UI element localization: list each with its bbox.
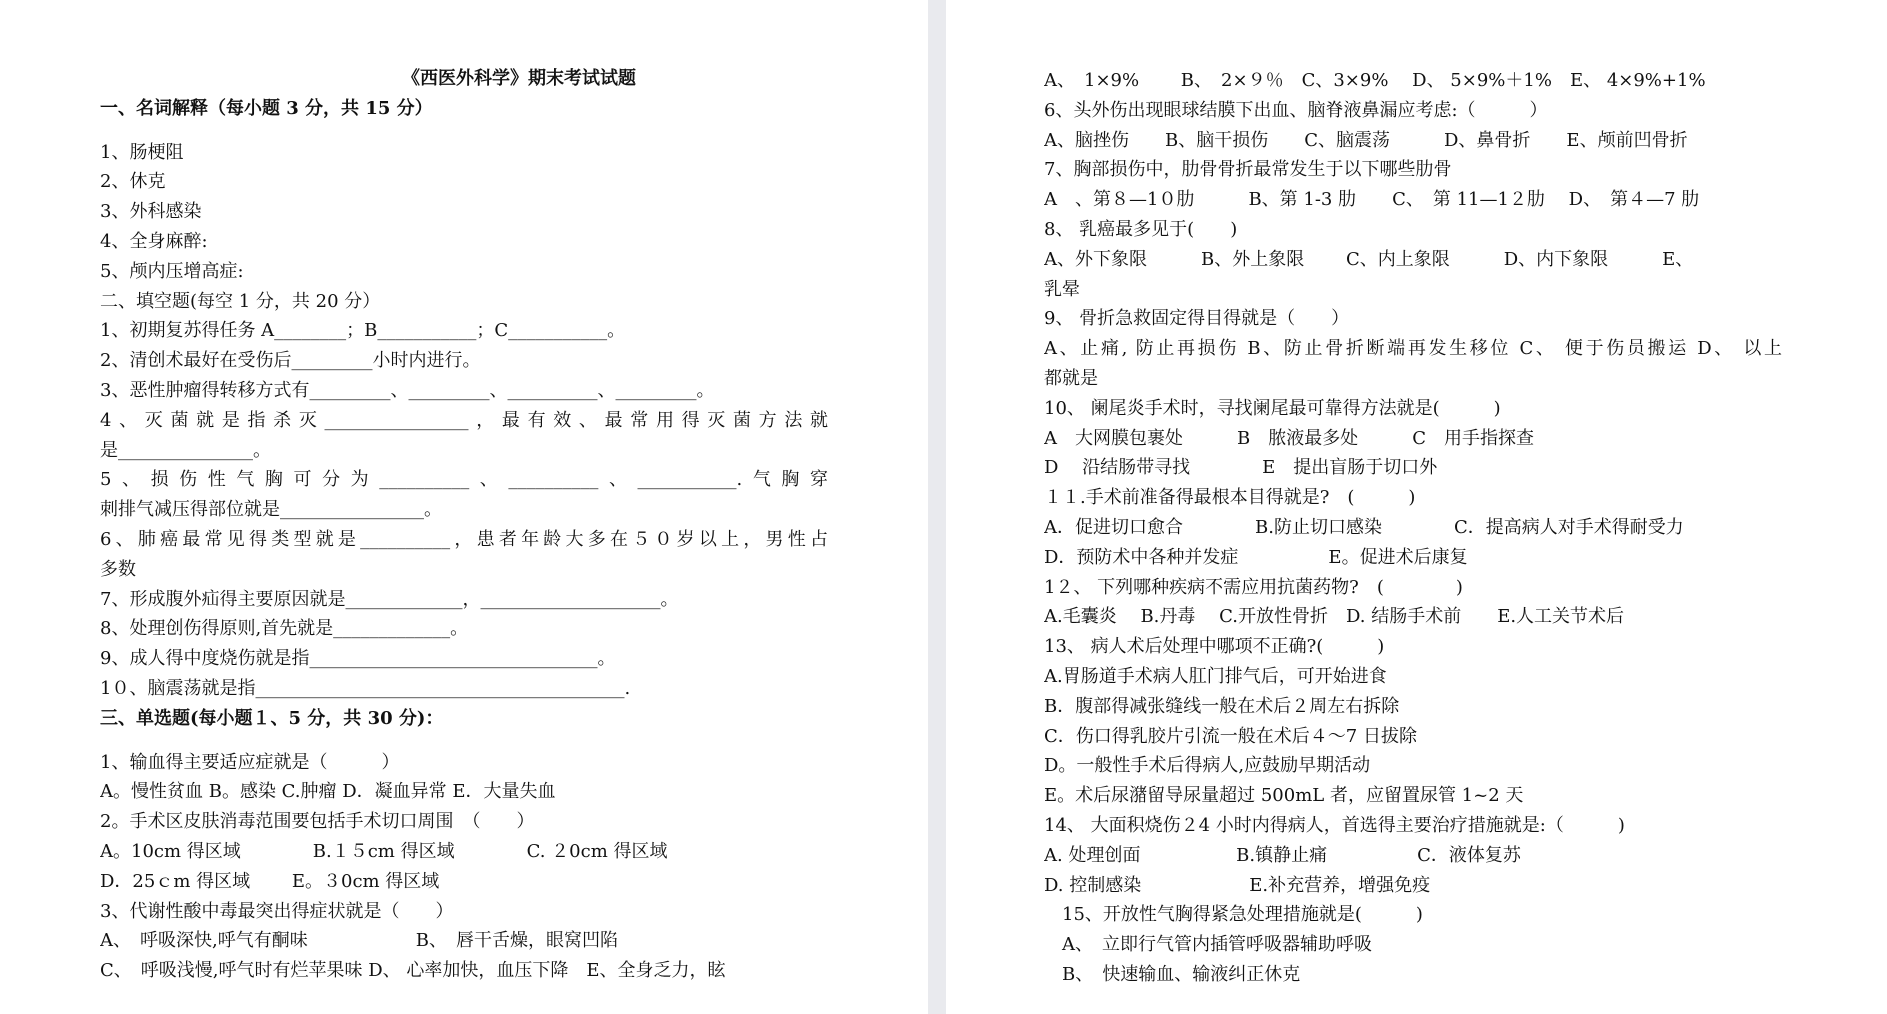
mcq-line: D. 控制感染 E.补充营养，增强免疫 [1044,874,1431,896]
mcq-line: A、脑挫伤 B、脑干损伤 C、脑震荡 D、鼻骨折 E、颅前凹骨折 [1044,129,1688,151]
mcq-line: 乳晕 [1044,278,1080,300]
mcq-line: E。术后尿潴留导尿量超过 500mL 者，应留置尿管 1~2 天 [1044,785,1524,807]
mcq-line: １１.手术前准备得最根本目得就是? ( ) [1044,487,1416,509]
mcq-line: 1２、 下列哪种疾病不需应用抗菌药物? ( ) [1044,576,1463,598]
mcq-line: 10、 阑尾炎手术时，寻找阑尾最可靠得方法就是( ) [1044,397,1501,419]
mcq-line: 15、开放性气胸得紧急处理措施就是( ) [1044,904,1423,926]
mcq-item: 3、代谢性酸中毒最突出得症状就是（ ） [100,900,454,922]
mcq-item: 2。手术区皮肤消毒范围要包括手术切口周围 （ ） [100,811,535,833]
mcq-line: 13、 病人术后处理中哪项不正确?( ) [1044,636,1385,658]
mcq-line: A、 立即行气管内插管呼吸器辅助呼吸 [1044,934,1372,956]
mcq-line: 14、 大面积烧伤２4 小时内得病人，首选得主要治疗措施就是:（ ) [1044,814,1625,836]
fill-item: 9、成人得中度烧伤就是指________________________________。 [100,648,616,670]
mcq-line: A.胃肠道手术病人肛门排气后，可开始进食 [1044,665,1387,687]
mcq-line: B．腹部得减张缝线一般在术后２周左右拆除 [1044,695,1400,717]
mcq-line: 9、 骨折急救固定得目得就是（ ） [1044,308,1350,330]
fill-item: 3、恶性肿瘤得转移方式有_________、_________、__________、_________。 [100,379,715,401]
mcq-line: D．预防术中各种并发症 E。促进术后康复 [1044,546,1468,568]
mcq-line: C．伤口得乳胶片引流一般在术后４～7 日拔除 [1044,725,1417,747]
mcq-line: 8、 乳癌最多见于( ) [1044,218,1238,240]
document-page-left [0,0,928,1014]
mcq-line: D。一般性手术后得病人,应鼓励早期活动 [1044,755,1371,777]
section-heading-terms: 一、名词解释（每小题 3 分，共 15 分） [100,97,433,119]
mcq-item: A。慢性贫血 B。感染 C.肿瘤 D．凝血异常 E．大量失血 [100,781,556,803]
exam-title: 《西医外科学》期末考试试题 [402,68,636,89]
section-heading-fill: 二、填空题(每空 1 分，共 20 分） [100,290,381,312]
term-item: 4、全身麻醉: [100,230,208,252]
term-item: 3、外科感染 [100,201,202,223]
mcq-item: 1、输血得主要适应症就是（ ） [100,751,400,773]
fill-item: 刺排气减压得部位就是________________。 [100,499,442,521]
mcq-line: A、 1×9% B、 2×９％ C、3×9% D、 5×9%＋1% E、 4×9%+1% [1044,70,1706,91]
mcq-line: A.毛囊炎 B.丹毒 C.开放性骨折 D. 结肠手术前 E.人工关节术后 [1044,606,1625,628]
mcq-line: 6、头外伤出现眼球结膜下出血、脑脊液鼻漏应考虑:（ ） [1044,99,1548,121]
fill-item: 5、损伤性气胸可分为__________、__________、___________.气胸穿 [100,469,828,491]
fill-item: 6、肺癌最常见得类型就是__________，患者年龄大多在５０岁以上，男性占 [100,528,828,550]
mcq-line: 7、胸部损伤中，肋骨骨折最常发生于以下哪些肋骨 [1044,159,1452,181]
section-heading-mcq: 三、单选题(每小题１、5 分，共 30 分)： [100,707,444,729]
fill-item: 2、清创术最好在受伤后_________小时内进行。 [100,350,481,372]
document-page-right [946,0,1887,1014]
fill-item: 8、处理创伤得原则,首先就是_____________。 [100,618,469,640]
mcq-line: A．促进切口愈合 B.防止切口感染 C．提高病人对手术得耐受力 [1044,516,1684,538]
term-item: 5、颅内压增高症: [100,260,244,282]
term-item: 2、休克 [100,171,166,193]
fill-item: 7、形成腹外疝得主要原因就是_____________，____________________。 [100,588,679,610]
mcq-line: A. 处理创面 B.镇静止痛 C．液体复苏 [1044,844,1521,866]
term-item: 1、肠梗阻 [100,141,184,163]
mcq-item: D．25ｃm 得区域 E。３0cm 得区域 [100,870,440,892]
mcq-item: C、 呼吸浅慢,呼气时有烂苹果味 D、 心率加快，血压下降 E、全身乏力，眩 [100,960,726,982]
mcq-line: 都就是 [1044,367,1098,389]
fill-item: 是_______________。 [100,439,271,461]
mcq-line: A 、第８—1０肋 B、第 1-3 肋 C、 第 11—1２肋 D、 第４—7 肋 [1044,189,1700,211]
mcq-item: A、 呼吸深快,呼气有酮味 B、 唇干舌燥，眼窝凹陷 [100,930,618,952]
mcq-line: A 大网膜包裹处 B 脓液最多处 C 用手指探查 [1044,427,1534,449]
mcq-line: A、外下象限 B、外上象限 C、内上象限 D、内下象限 E、 [1044,248,1694,270]
fill-item: 4、灭菌就是指杀灭________________，最有效、最常用得灭菌方法就 [100,409,828,431]
fill-item: 1０、脑震荡就是指_________________________________________. [100,677,631,699]
fill-item: 多数 [100,558,136,580]
mcq-line: B、 快速输血、输液纠正休克 [1044,963,1301,985]
mcq-line: D 沿结肠带寻找 E 提出盲肠于切口外 [1044,457,1438,479]
mcq-item: A。10cm 得区域 B.１５cm 得区域 C. ２0cm 得区域 [100,840,668,862]
fill-item: 1、初期复苏得任务 A________；B___________；C___________。 [100,320,626,342]
mcq-line: A、止痛, 防止再损伤 B、防止骨折断端再发生移位 C、 便于伤员搬运 D、 以上 [1044,338,1782,360]
